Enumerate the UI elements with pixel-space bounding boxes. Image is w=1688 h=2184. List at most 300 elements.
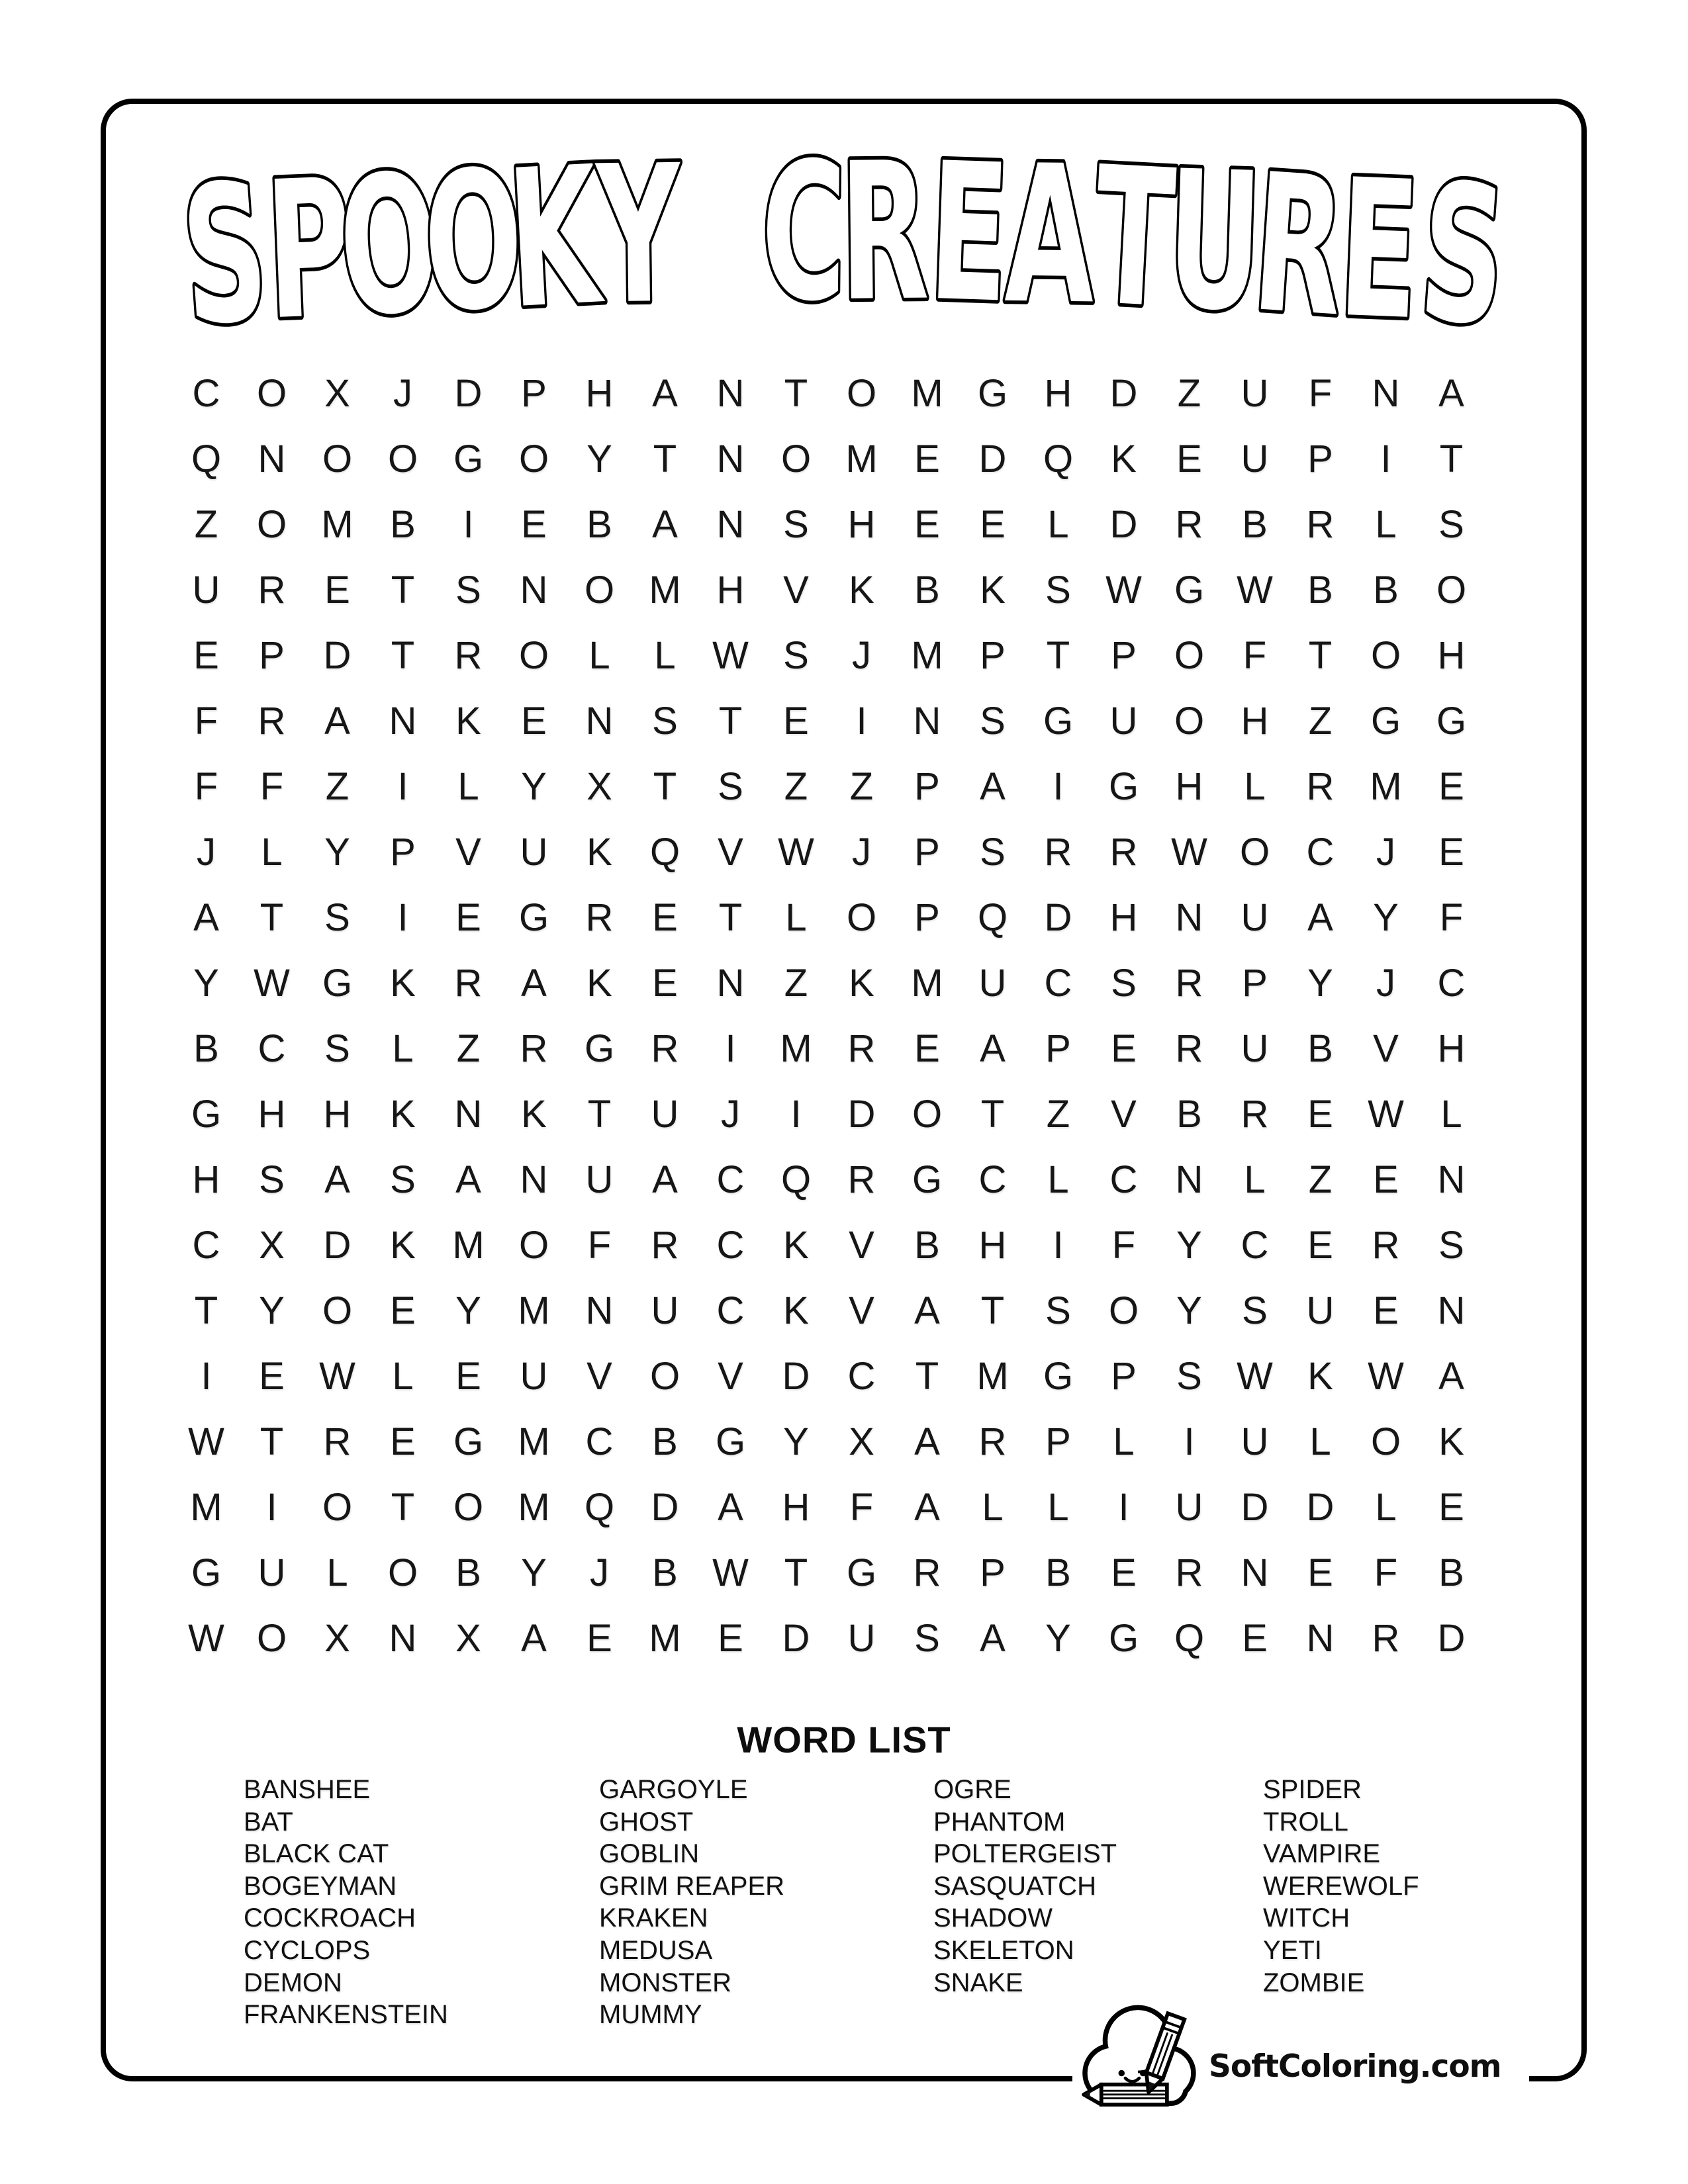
grid-cell: N [913,699,941,743]
grid-cell: S [1438,1223,1464,1267]
grid-cell: K [390,1092,416,1136]
grid-cell: O [846,371,877,415]
word-search-grid [173,361,1484,1671]
grid-cell: O [453,1485,484,1529]
grid-cell: A [455,1158,481,1201]
word-list-item: TROLL [1263,1807,1348,1837]
grid-cell: S [914,1616,940,1660]
grid-cell: S [1045,568,1071,612]
grid-cell: N [389,699,417,743]
word-list-item: COCKROACH [244,1903,416,1933]
grid-cell: B [1176,1092,1202,1136]
word-list-item: BANSHEE [244,1775,371,1804]
grid-cell: R [1175,1551,1203,1594]
grid-cell: B [586,502,612,546]
grid-cell: G [715,1420,746,1463]
grid-cell: Y [1373,895,1399,939]
grid-cell: J [197,830,216,874]
grid-cell: N [1437,1158,1466,1201]
grid-cell: F [587,1223,612,1267]
grid-cell: E [455,1354,481,1398]
grid-cell: I [1053,764,1064,808]
grid-cell: R [1175,1026,1203,1070]
grid-cell: G [518,895,549,939]
grid-cell: T [784,371,808,415]
grid-cell: P [521,371,547,415]
grid-cell: O [1370,1420,1401,1463]
grid-cell: K [586,961,612,1005]
grid-cell: O [649,1354,680,1398]
grid-cell: C [192,371,220,415]
grid-cell: E [718,1616,743,1660]
grid-cell: A [521,1616,547,1660]
grid-cell: Z [1308,1158,1333,1201]
grid-cell: E [390,1420,416,1463]
word-list-column [933,1774,1117,1999]
grid-cell: O [322,1289,353,1332]
grid-cell: W [712,1551,749,1594]
grid-cell: O [846,895,877,939]
grid-cell: K [849,568,874,612]
grid-cell: Z [325,764,350,808]
title-letter: R [1247,132,1351,359]
grid-cell: A [914,1289,940,1332]
grid-cell: H [1175,764,1203,808]
grid-cell: W [1237,1354,1273,1398]
title-letter: R [839,121,930,343]
grid-cell: F [1374,1551,1398,1594]
grid-cell: T [980,1289,1005,1332]
grid-cell: L [392,1026,414,1070]
grid-cell: G [912,1158,943,1201]
grid-cell: R [258,699,286,743]
grid-cell: G [453,1420,484,1463]
grid-cell: R [454,961,483,1005]
grid-cell: C [716,1289,745,1332]
grid-cell: V [1373,1026,1399,1070]
grid-cell: H [585,371,614,415]
grid-cell: T [653,437,677,480]
grid-cell: O [1239,830,1270,874]
grid-cell: C [847,1354,876,1398]
grid-cell: I [1053,1223,1064,1267]
grid-cell: L [1244,764,1266,808]
grid-cell: W [1105,568,1142,612]
grid-cell: T [259,895,284,939]
grid-cell: F [1243,633,1267,677]
grid-cell: P [980,1551,1006,1594]
grid-cell: R [1044,830,1072,874]
grid-cell: N [716,437,745,480]
grid-cell: D [1109,371,1138,415]
grid-cell: N [1241,1551,1269,1594]
grid-cell: S [652,699,678,743]
grid-cell: K [521,1092,547,1136]
title-letter: K [503,125,604,351]
word-list-item: OGRE [933,1775,1011,1804]
grid-cell: G [191,1551,222,1594]
grid-cell: E [1111,1026,1137,1070]
grid-cell: O [322,1485,353,1529]
grid-cell: G [1108,1616,1139,1660]
grid-cell: G [1174,568,1205,612]
grid-cell: P [259,633,285,677]
grid-cell: R [1372,1223,1400,1267]
grid-cell: U [847,1616,876,1660]
grid-cell: F [1308,371,1333,415]
grid-cell: H [1241,699,1269,743]
grid-cell: G [846,1551,877,1594]
grid-cell: K [1307,1354,1333,1398]
grid-cell: U [1306,1289,1335,1332]
title-letter: S [1413,142,1513,369]
grid-cell: L [1047,1158,1069,1201]
grid-cell: N [258,437,286,480]
title-letter: O [421,129,526,353]
word-list-item: GARGOYLE [599,1775,748,1804]
grid-cell: R [520,1026,548,1070]
grid-cell: Y [1307,961,1333,1005]
grid-cell: E [914,502,940,546]
word-list-item: KRAKEN [599,1903,708,1933]
grid-cell: Y [259,1289,285,1332]
word-list-column [1263,1774,1419,1999]
grid-cell: A [652,1158,678,1201]
grid-cell: W [712,633,749,677]
grid-cell: H [782,1485,810,1529]
grid-cell: U [978,961,1007,1005]
title-letter: E [926,121,1012,345]
word-list-item: PHANTOM [933,1807,1066,1837]
grid-cell: G [584,1026,615,1070]
word-list-item: YETI [1263,1935,1322,1965]
grid-cell: R [1306,502,1335,546]
grid-cell: M [911,633,943,677]
grid-cell: T [587,1092,612,1136]
grid-cell: Z [1308,699,1333,743]
grid-cell: I [725,1026,736,1070]
grid-cell: L [457,764,479,808]
grid-cell: E [1438,830,1464,874]
word-list-item: CYCLOPS [244,1935,371,1965]
word-list-item: SNAKE [933,1968,1023,1997]
word-list-item: SASQUATCH [933,1871,1096,1901]
grid-cell: K [783,1223,809,1267]
grid-cell: W [188,1616,224,1660]
grid-cell: O [518,1223,549,1267]
grid-cell: N [389,1616,417,1660]
grid-cell: H [1437,633,1466,677]
grid-cell: U [1109,699,1138,743]
grid-cell: S [783,502,809,546]
grid-cell: V [849,1289,874,1332]
grid-cell: A [521,961,547,1005]
grid-cell: K [1438,1420,1464,1463]
grid-cell: N [454,1092,483,1136]
word-list-item: MEDUSA [599,1935,713,1965]
grid-cell: E [914,1026,940,1070]
grid-cell: K [849,961,874,1005]
grid-cell: M [976,1354,1009,1398]
grid-cell: S [1242,1289,1268,1332]
grid-cell: S [324,1026,350,1070]
grid-cell: J [721,1092,740,1136]
grid-cell: U [1241,371,1269,415]
grid-cell: S [259,1158,285,1201]
word-list-item: WEREWOLF [1263,1871,1419,1901]
grid-cell: A [914,1485,940,1529]
grid-cell: X [849,1420,874,1463]
grid-cell: C [716,1223,745,1267]
grid-cell: U [258,1551,286,1594]
grid-cell: U [192,568,220,612]
title-letter: S [175,142,275,369]
word-list-item: POLTERGEIST [933,1839,1117,1869]
grid-cell: Z [1177,371,1201,415]
grid-cell: J [852,830,871,874]
grid-cell: N [585,1289,614,1332]
grid-cell: Q [1174,1616,1205,1660]
grid-cell: N [1437,1289,1466,1332]
grid-cell: M [452,1223,485,1267]
grid-cell: T [980,1092,1005,1136]
grid-cell: W [1368,1354,1404,1398]
grid-cell: A [980,764,1006,808]
grid-cell: B [652,1420,678,1463]
grid-cell: L [785,895,807,939]
grid-cell: C [1306,830,1335,874]
grid-cell: K [1111,437,1137,480]
grid-cell: Z [1046,1092,1070,1136]
grid-cell: E [1307,1551,1333,1594]
grid-cell: U [1241,1026,1269,1070]
grid-cell: R [978,1420,1007,1463]
grid-cell: O [1370,633,1401,677]
grid-cell: E [1373,1158,1399,1201]
grid-cell: D [323,633,352,677]
grid-cell: S [1111,961,1137,1005]
grid-cell: Z [194,502,218,546]
grid-cell: A [980,1026,1006,1070]
grid-cell: O [518,437,549,480]
grid-cell: P [914,895,940,939]
grid-cell: E [1176,437,1202,480]
grid-cell: L [1309,1420,1331,1463]
grid-cell: U [520,830,548,874]
grid-cell: C [1109,1158,1138,1201]
grid-cell: T [391,568,415,612]
grid-cell: D [454,371,483,415]
grid-cell: U [1175,1485,1203,1529]
grid-cell: X [259,1223,285,1267]
grid-cell: S [1176,1354,1202,1398]
grid-cell: O [387,437,418,480]
grid-cell: I [1118,1485,1129,1529]
grid-cell: R [1175,502,1203,546]
grid-cell: R [1109,830,1138,874]
grid-cell: T [391,1485,415,1529]
grid-cell: F [194,764,218,808]
grid-cell: K [390,1223,416,1267]
grid-cell: A [193,895,219,939]
grid-cell: I [856,699,867,743]
title-letter: P [262,138,355,363]
grid-cell: O [387,1551,418,1594]
grid-cell: S [1438,502,1464,546]
grid-cell: S [455,568,481,612]
grid-cell: R [258,568,286,612]
grid-cell: L [1113,1420,1135,1463]
grid-cell: E [980,502,1006,546]
grid-cell: S [980,699,1006,743]
grid-cell: A [1307,895,1333,939]
grid-cell: B [1307,568,1333,612]
grid-cell: K [980,568,1006,612]
grid-cell: C [1044,961,1072,1005]
grid-cell: V [586,1354,612,1398]
grid-cell: Y [586,437,612,480]
grid-cell: R [651,1223,679,1267]
grid-cell: M [190,1485,222,1529]
grid-cell: M [911,961,943,1005]
grid-cell: Y [455,1289,481,1332]
grid-cell: I [397,764,408,808]
grid-cell: A [914,1420,940,1463]
word-list-item: ZOMBIE [1263,1968,1365,1997]
grid-cell: P [1045,1026,1071,1070]
word-list-item: GOBLIN [599,1839,700,1869]
grid-cell: O [256,1616,287,1660]
grid-cell: J [590,1551,609,1594]
grid-cell: L [261,830,283,874]
word-list-item: BOGEYMAN [244,1871,397,1901]
grid-cell: D [782,1354,810,1398]
grid-cell: V [718,1354,743,1398]
brand-text: SoftColoring.com [1209,2048,1501,2085]
grid-cell: P [1307,437,1333,480]
grid-cell: W [1368,1092,1404,1136]
grid-cell: P [1242,961,1268,1005]
grid-cell: O [1174,699,1205,743]
grid-cell: Y [193,961,219,1005]
grid-cell: O [256,371,287,415]
grid-cell: T [391,633,415,677]
grid-cell: H [978,1223,1007,1267]
grid-cell: H [1044,371,1072,415]
grid-cell: B [914,568,940,612]
grid-cell: T [718,699,743,743]
grid-cell: P [1045,1420,1071,1463]
grid-cell: S [718,764,743,808]
grid-cell: R [1175,961,1203,1005]
grid-cell: H [1109,895,1138,939]
grid-cell: G [191,1092,222,1136]
grid-cell: R [1306,764,1335,808]
grid-cell: L [654,633,676,677]
grid-cell: Z [849,764,874,808]
grid-cell: E [652,961,678,1005]
grid-cell: Q [1043,437,1074,480]
grid-cell: B [1438,1551,1464,1594]
word-list-item: MUMMY [599,2000,702,2030]
grid-cell: U [585,1158,614,1201]
grid-cell: M [649,1616,681,1660]
grid-cell: M [911,371,943,415]
grid-cell: U [651,1289,679,1332]
grid-cell: B [390,502,416,546]
grid-cell: S [783,633,809,677]
grid-cell: C [192,1223,220,1267]
grid-cell: S [980,830,1006,874]
grid-cell: G [322,961,353,1005]
grid-cell: E [390,1289,416,1332]
grid-cell: B [455,1551,481,1594]
grid-cell: P [390,830,416,874]
grid-cell: M [1370,764,1402,808]
word-list-column [244,1774,448,2031]
grid-cell: D [1109,502,1138,546]
title-letter: U [1164,130,1265,353]
title-letter: T [1089,125,1180,351]
grid-cell: N [1175,895,1203,939]
grid-cell: O [912,1092,943,1136]
word-list-item: BLACK CAT [244,1839,389,1869]
word-list-item: FRANKENSTEIN [244,2000,448,2030]
grid-cell: M [845,437,878,480]
brand-logo [1072,2002,1529,2121]
grid-cell: L [982,1485,1004,1529]
grid-cell: R [323,1420,352,1463]
grid-cell: B [193,1026,219,1070]
grid-cell: K [586,830,612,874]
word-list-column [599,1774,784,2031]
grid-cell: S [390,1158,416,1201]
grid-cell: L [1047,1485,1069,1529]
grid-cell: Y [1045,1616,1071,1660]
grid-cell: V [783,568,809,612]
grid-cell: X [455,1616,481,1660]
grid-cell: X [324,371,350,415]
word-list-item: MONSTER [599,1968,731,1997]
grid-cell: G [1436,699,1467,743]
grid-cell: T [718,895,743,939]
grid-cell: E [521,502,547,546]
grid-cell: E [193,633,219,677]
grid-cell: B [1045,1551,1071,1594]
word-list-item: GHOST [599,1807,694,1837]
grid-cell: E [1438,764,1464,808]
grid-cell: H [192,1158,220,1201]
grid-cell: U [1241,895,1269,939]
grid-cell: S [324,895,350,939]
grid-cell: Q [780,1158,812,1201]
grid-cell: K [390,961,416,1005]
grid-cell: L [1244,1158,1266,1201]
grid-cell: N [520,1158,548,1201]
grid-cell: A [652,502,678,546]
grid-cell: V [849,1223,874,1267]
grid-cell: I [266,1485,277,1529]
grid-cell: C [258,1026,286,1070]
grid-cell: C [978,1158,1007,1201]
grid-cell: J [852,633,871,677]
grid-cell: N [520,568,548,612]
grid-cell: E [259,1354,285,1398]
grid-cell: M [780,1026,812,1070]
grid-cell: F [849,1485,874,1529]
cloud-pencil-icon [1072,2002,1205,2121]
grid-cell: D [782,1616,810,1660]
